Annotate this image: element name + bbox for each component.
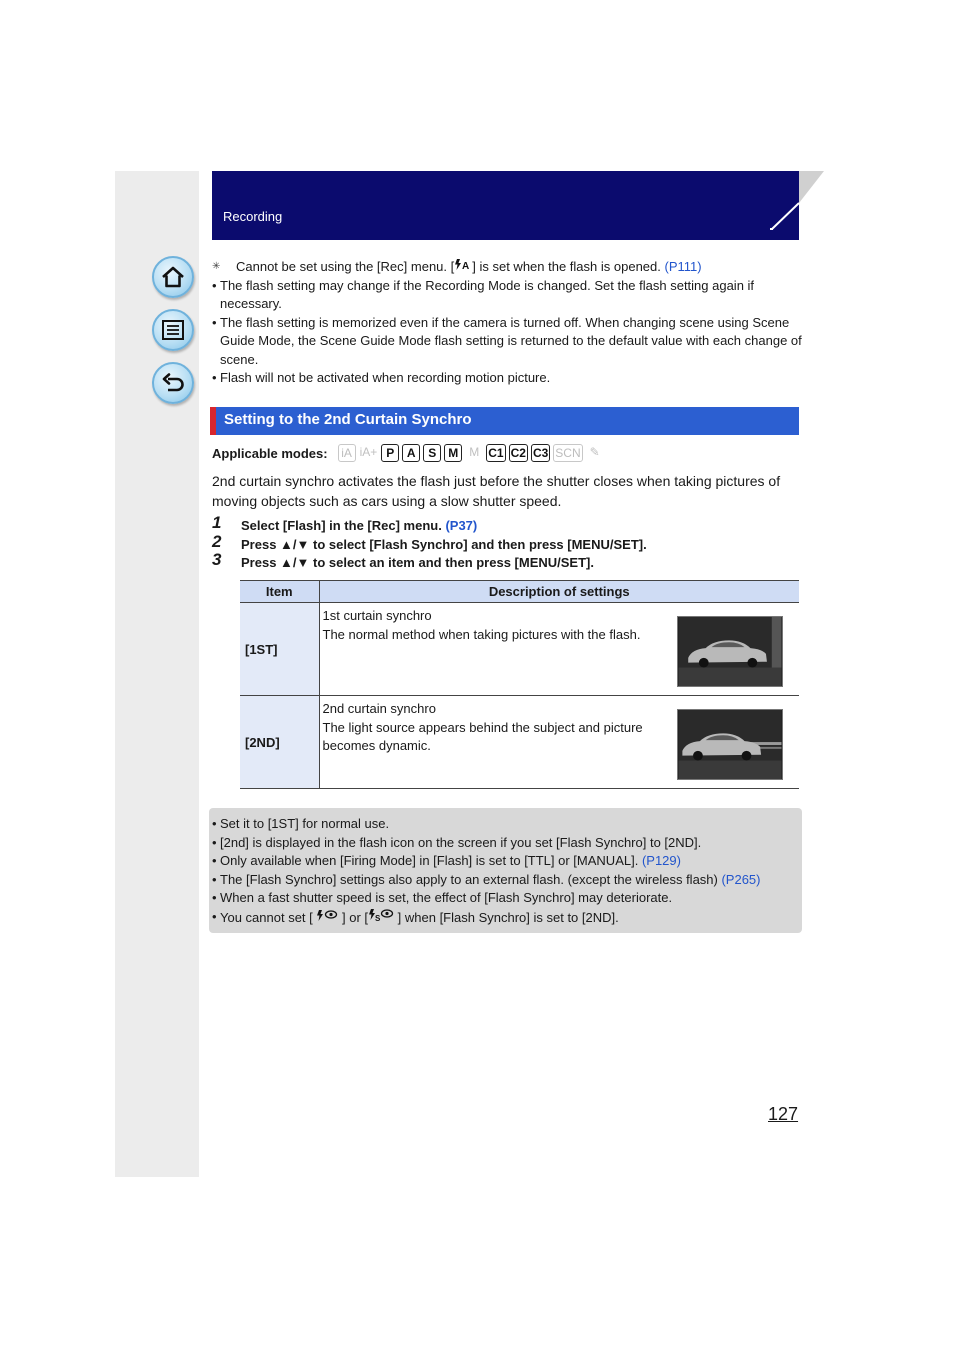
- step-3: 3 Press ▲/▼ to select an item and then press [MENU/SET].: [212, 550, 594, 570]
- page-number: 127: [768, 1104, 799, 1124]
- car-photo-1st: [677, 616, 783, 687]
- header-description: Description of settings: [319, 581, 799, 603]
- note-item: • When a fast shutter speed is set, the effect of [Flash Synchro] may deteriorate.: [212, 889, 802, 908]
- item-1st: [1ST]: [240, 603, 319, 696]
- steps: [212, 513, 802, 572]
- row-description: The light source appears behind the subject and picture becomes dynamic.: [322, 719, 643, 753]
- mode-icon: iA: [338, 444, 356, 462]
- section-title: Setting to the 2nd Curtain Synchro: [224, 411, 472, 428]
- mode-icon: S: [423, 444, 441, 462]
- header-bar: [212, 171, 799, 240]
- note-item: • The [Flash Synchro] settings also apply to an external flash. (except the wireless flash) (P265): [212, 871, 802, 890]
- note-item: • Set it to [1ST] for normal use.: [212, 815, 802, 834]
- row-title: 1st curtain synchro: [322, 608, 432, 623]
- section-label: Recording: [223, 209, 283, 224]
- applicable-modes: [212, 443, 607, 463]
- mode-icon: C3: [532, 446, 549, 460]
- modes-label: Applicable modes:: [212, 445, 328, 461]
- back-button[interactable]: [152, 362, 194, 404]
- return-arrow-icon: [160, 370, 186, 396]
- flash-auto-icon: [454, 258, 472, 271]
- mode-icon: SCN: [555, 446, 581, 460]
- link-p129[interactable]: (P129): [641, 853, 681, 868]
- mode-icon: iA+: [359, 445, 378, 459]
- mode-icons: [338, 444, 607, 462]
- note-item: • The flash setting may change if the Recording Mode is changed. Set the flash setting again if necessary.: [212, 277, 802, 314]
- mode-icon: P: [381, 444, 399, 462]
- mode-icon: ✎: [589, 445, 600, 459]
- link-p265[interactable]: (P265): [721, 871, 761, 887]
- mode-icon: M: [444, 444, 462, 462]
- note-item: • You cannot set [ ] or [ S ] when [Flash Synchro] is set to [2ND].: [212, 908, 802, 928]
- section-heading: [210, 407, 799, 435]
- mode-icon: A: [402, 444, 420, 462]
- step-2: 2 Press ▲/▼ to select [Flash Synchro] and then press [MENU/SET].: [212, 531, 647, 552]
- note-item: • The flash setting is memorized even if the camera is turned off. When changing scene using Scene Guide Mode, the Scene Guide Mode flash setting is returned to the default value with each change of scene.: [212, 314, 802, 370]
- mode-icon: C1: [488, 446, 504, 460]
- intro-paragraph: 2nd curtain synchro activates the flash just before the shutter closes when taking pictures of moving objects such as cars using a slow shutter speed.: [212, 473, 781, 509]
- contents-button[interactable]: [152, 309, 194, 351]
- home-icon: [160, 264, 186, 290]
- row-title: 2nd curtain synchro: [322, 701, 436, 716]
- svg-text:A: A: [462, 261, 470, 271]
- notes-box: [209, 808, 802, 933]
- table-row: [240, 696, 799, 789]
- note-item: • [2nd] is displayed in the flash icon on the screen if you set [Flash Synchro] to [2ND].: [212, 834, 802, 853]
- note-item: • Flash will not be activated when recording motion picture.: [212, 369, 802, 388]
- note-item: • Only available when [Firing Mode] in [Flash] is set to [TTL] or [MANUAL]. (P129): [212, 852, 802, 871]
- car-photo-2nd: [677, 709, 783, 780]
- mode-icon: M: [469, 445, 480, 459]
- flash-red-eye-icon: [316, 909, 338, 922]
- header-corner-decoration: [770, 171, 824, 241]
- top-notes: [212, 258, 802, 388]
- svg-text:S: S: [375, 913, 381, 922]
- link-p37[interactable]: (P37): [445, 518, 478, 533]
- settings-table: [240, 580, 799, 789]
- table-row: [240, 603, 799, 696]
- home-button[interactable]: [152, 256, 194, 298]
- item-2nd: [2ND]: [240, 696, 319, 789]
- link-p111[interactable]: (P111): [664, 259, 702, 274]
- flash-slow-red-eye-icon: [368, 908, 394, 922]
- mode-icon: C2: [510, 446, 526, 460]
- header-item: Item: [240, 581, 319, 603]
- row-description: The normal method when taking pictures with the flash.: [322, 626, 641, 642]
- star-note: ✳ Cannot be set using the [Rec] menu. [ A ] is set when the flash is opened. (P111): [212, 258, 802, 277]
- list-icon: [160, 317, 186, 343]
- step-1: 1 Select [Flash] in the [Rec] menu. (P37): [212, 513, 478, 533]
